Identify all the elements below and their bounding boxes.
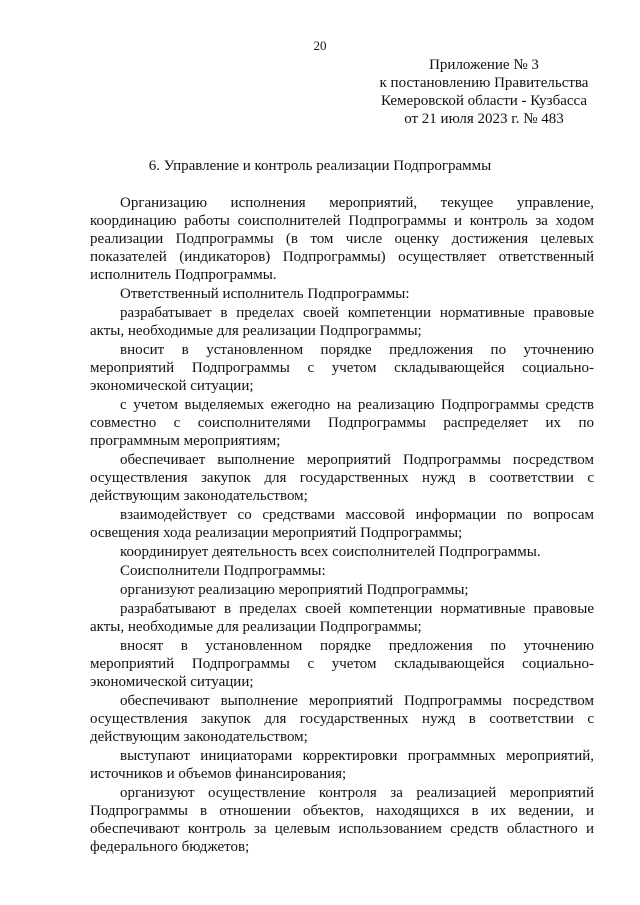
paragraph: Соисполнители Подпрограммы: <box>120 563 326 579</box>
page-number: 20 <box>313 38 327 53</box>
paragraph: Организацию исполнения мероприятий, текущее управление, координацию работы соисполнителей Подпрограммы и контроль за ходом реализации Подпрограммы (в том числе оценку достижения целевых показателей (индикаторов) Подпрограммы) осуществляет ответственный исполнитель Подпрограммы. <box>90 195 594 283</box>
paragraph: вносят в установленном порядке предложения по уточнению мероприятий Подпрограммы с учетом складывающейся социально-экономической ситуации; <box>90 638 594 690</box>
appendix-line: Кемеровской области - Кузбасса <box>380 93 588 109</box>
appendix-line: от 21 июля 2023 г. № 483 <box>404 111 564 127</box>
paragraph: обеспечивают выполнение мероприятий Подпрограммы посредством осуществления закупок для государственных нужд в соответствии с действующим законодательством; <box>90 693 594 745</box>
paragraph: разрабатывает в пределах своей компетенции нормативные правовые акты, необходимые для реализации Подпрограммы; <box>90 305 594 339</box>
appendix-line: к постановлению Правительства <box>379 75 589 91</box>
paragraph: Ответственный исполнитель Подпрограммы: <box>120 286 410 302</box>
paragraph: разрабатывают в пределах своей компетенции нормативные правовые акты, необходимые для реализации Подпрограммы; <box>90 601 594 635</box>
section-title: 6. Управление и контроль реализации Подпрограммы <box>148 158 492 174</box>
paragraph: организуют реализацию мероприятий Подпрограммы; <box>120 582 469 598</box>
appendix-line: Приложение № 3 <box>429 57 539 73</box>
paragraph: взаимодействует со средствами массовой информации по вопросам освещения хода реализации мероприятий Подпрограммы; <box>90 507 594 541</box>
paragraph: организуют осуществление контроля за реализацией мероприятий Подпрограммы в отношении объектов, находящихся в их ведении, и обеспечивают контроль за целевым использованием средств областного и федерального бюджетов; <box>90 785 594 855</box>
paragraph: выступают инициаторами корректировки программных мероприятий, источников и объемов финансирования; <box>90 748 594 782</box>
paragraph: координирует деятельность всех соисполнителей Подпрограммы. <box>120 544 541 560</box>
paragraph: вносит в установленном порядке предложения по уточнению мероприятий Подпрограммы с учетом складывающейся социально-экономической ситуации; <box>90 342 594 394</box>
appendix-header <box>350 56 618 128</box>
paragraph: обеспечивает выполнение мероприятий Подпрограммы посредством осуществления закупок для государственных нужд в соответствии с действующим законодательством; <box>90 452 594 504</box>
paragraph: с учетом выделяемых ежегодно на реализацию Подпрограммы средств совместно с соисполнителями Подпрограммы распределяет их по программным мероприятиям; <box>90 397 594 449</box>
document-body <box>90 194 594 857</box>
